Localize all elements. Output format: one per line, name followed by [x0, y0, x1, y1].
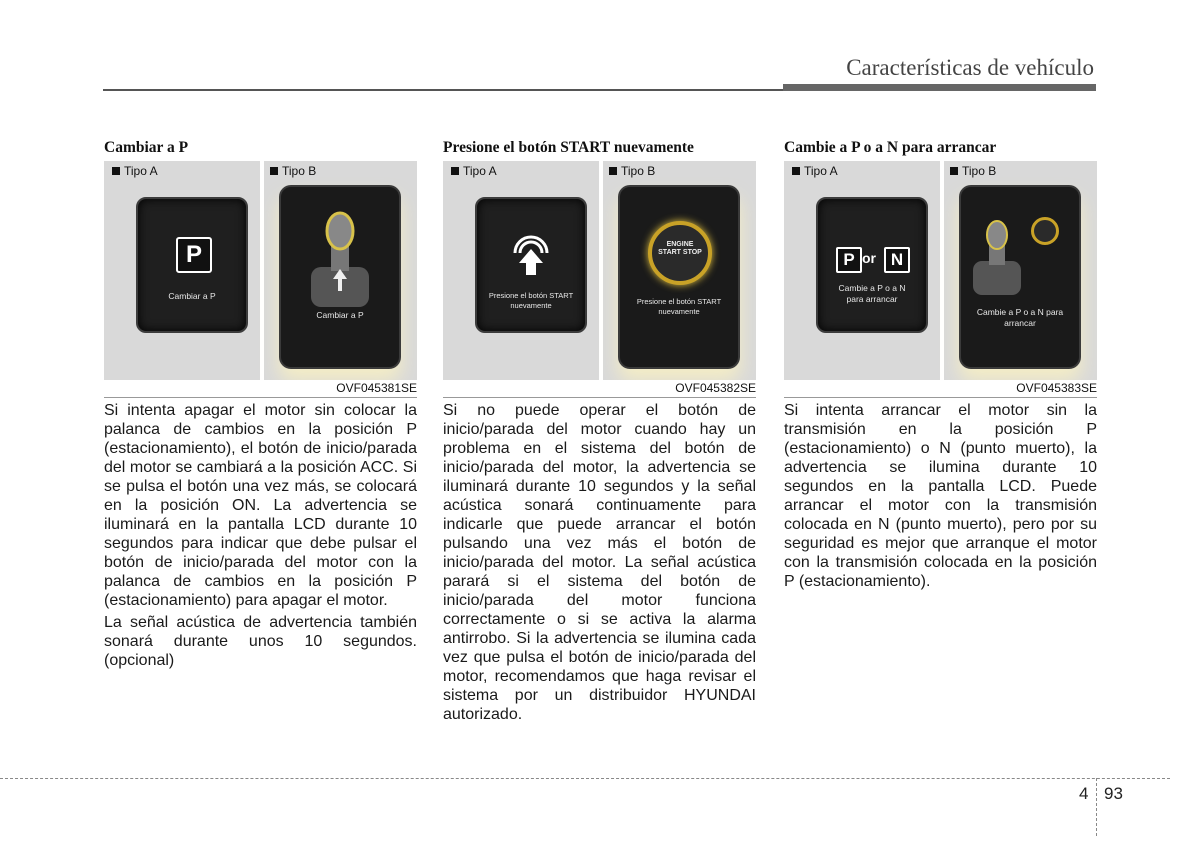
press-button-icon — [507, 231, 555, 279]
gear-shifter-icon — [303, 209, 377, 309]
footer-vertical-rule — [1096, 778, 1097, 836]
body-paragraph: Si intenta apagar el motor sin colocar la palanca de cambios en la posición P (estacionamiento), el botón de inicio/parada del motor se cambiará a la posición ACC. Si se pulsa el botón una vez más, se colocará en la posición ON. La advertencia se iluminará en la pantalla LCD durante 10 segundos para indicar que debe pulsar el botón de inicio/parada del motor con la palanca de cambios en la posición P (estacionamiento) para apagar el motor. — [104, 402, 417, 609]
header-rule-thick — [783, 84, 1096, 91]
figure-label-type-a: Tipo A — [792, 164, 838, 178]
lcd-panel-type-b — [618, 185, 740, 369]
lcd-panel-type-a — [136, 197, 248, 333]
lcd-message-type-a: Cambie a P o a N para arrancar — [838, 283, 906, 304]
square-bullet-icon — [112, 167, 120, 175]
body-paragraph: Si intenta arrancar el motor sin la transmisión en la posición P (estacionamiento) o N (punto muerto), la advertencia se ilumina durante 10 segundos en la pantalla LCD. Puede arrancar el motor con la transmisión colocada en N (punto muerto), pero por su seguridad es mejor que arranque el motor con la transmisión colocada en la posición P (estacionamiento). — [784, 402, 1097, 590]
lcd-message-type-b: Cambie a P o a N para arrancar — [976, 307, 1064, 328]
lcd-message-type-a: Cambiar a P — [168, 291, 216, 301]
page-header-title: Características de vehículo — [846, 55, 1094, 80]
square-bullet-icon — [451, 167, 459, 175]
figure-label-type-b: Tipo B — [950, 164, 996, 178]
page-number: 93 — [1104, 784, 1123, 803]
engine-start-stop-button-icon — [648, 221, 712, 285]
lcd-message-type-b: Presione el botón START nuevamente — [636, 297, 722, 316]
figure-label-type-b: Tipo B — [270, 164, 316, 178]
lcd-panel-type-b — [279, 185, 401, 369]
engine-start-stop-label: ENGINE START STOP — [658, 241, 702, 256]
figure-code: OVF045381SE — [104, 380, 417, 398]
column-shift-to-p-or-n — [784, 137, 1097, 591]
header-rule-thin — [103, 89, 783, 91]
square-bullet-icon — [609, 167, 617, 175]
section-title: Cambie a P o a N para arrancar — [784, 139, 997, 156]
figure-divider — [260, 161, 264, 380]
neutral-n-icon: N — [884, 247, 910, 273]
lcd-panel-type-a — [475, 197, 587, 333]
column-press-start-again — [443, 137, 756, 724]
lcd-panel-type-b — [959, 185, 1081, 369]
lcd-message-type-b: Cambiar a P — [316, 310, 364, 320]
figure-shift-to-p — [104, 161, 417, 380]
figure-press-start-again — [443, 161, 756, 380]
figure-label-type-b: Tipo B — [609, 164, 655, 178]
figure-divider — [940, 161, 944, 380]
column-shift-to-p — [104, 137, 417, 670]
body-paragraph: Si no puede operar el botón de inicio/parada del motor cuando hay un problema en el sistema del botón de inicio/parada del motor, la advertencia se iluminará durante 10 segundos y la señal acústica sonará continuamente para indicarle que puede arrancar el botón pulsando una vez más el botón de inicio/parada del motor. La señal acústica parará si el sistema del botón de inicio/parada del motor funciona correctamente o si se activa la alarma antirrobo. Si la advertencia se ilumina cada vez que pulsa el botón de inicio/parada del motor, recomendamos que haga revisar el sistema por un distribuidor HYUNDAI autorizado. — [443, 402, 756, 723]
lcd-message-type-a: Presione el botón START nuevamente — [488, 291, 574, 310]
square-bullet-icon — [270, 167, 278, 175]
square-bullet-icon — [950, 167, 958, 175]
figure-code: OVF045383SE — [784, 380, 1097, 398]
figure-divider — [599, 161, 603, 380]
footer-rule — [0, 778, 1170, 779]
section-title: Cambiar a P — [104, 139, 189, 156]
or-label: or — [862, 250, 876, 266]
engine-start-stop-button-icon — [1031, 217, 1059, 245]
figure-label-type-a: Tipo A — [451, 164, 497, 178]
figure-shift-to-p-or-n — [784, 161, 1097, 380]
figure-code: OVF045382SE — [443, 380, 756, 398]
chapter-number: 4 — [1079, 784, 1089, 803]
figure-label-type-a: Tipo A — [112, 164, 158, 178]
park-p-icon: P — [836, 247, 862, 273]
gear-shifter-icon — [969, 217, 1033, 297]
lcd-panel-type-a — [816, 197, 928, 333]
body-paragraph: La señal acústica de advertencia también sonará durante unos 10 segundos. (opcional) — [104, 614, 417, 669]
park-p-icon: P — [176, 237, 212, 273]
square-bullet-icon — [792, 167, 800, 175]
section-title: Presione el botón START nuevamente — [443, 139, 694, 156]
